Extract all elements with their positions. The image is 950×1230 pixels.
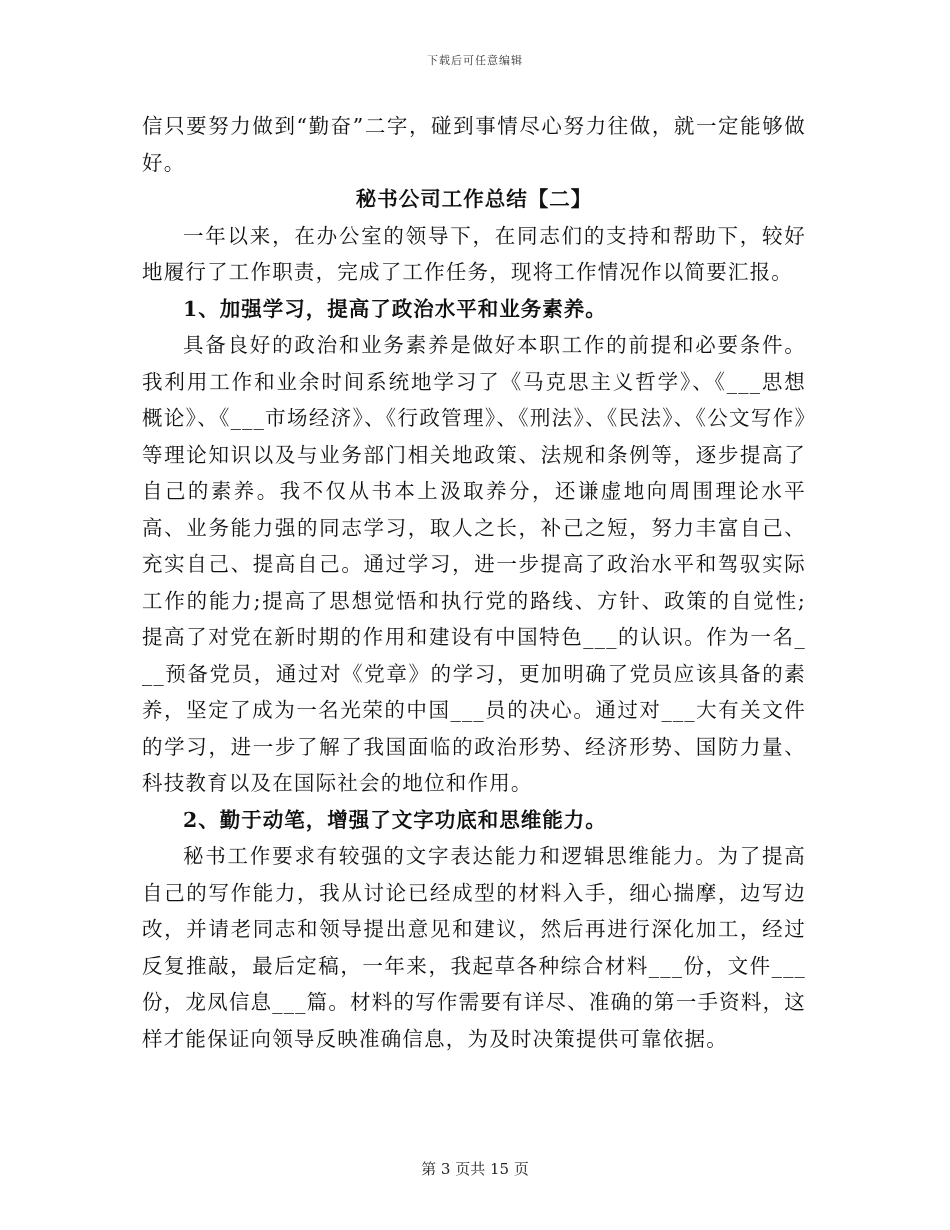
intro-continuation: 信只要努力做到“勤奋”二字，碰到事情尽心努力往做，就一定能够做好。: [142, 114, 806, 175]
document-body: [142, 108, 806, 1057]
point1-body: 具备良好的政治和业务素养是做好本职工作的前提和必要条件。我利用工作和业余时间系统地学习了《马克思主义哲学》、《___思想概论》、《___市场经济》、《行政管理》、《刑法》、《民法》、《公文写作》等理论知识以及与业务部门相关地政策、法规和条例等，逐步提高了自己的素养。我不仅从书本上汲取养分，还谦虚地向周围理论水平高、业务能力强的同志学习，取人之长，补己之短，努力丰富自己、充实自己、提高自己。通过学习，进一步提高了政治水平和驾驭实际工作的能力;提高了思想觉悟和执行党的路线、方针、政策的自觉性;提高了对党在新时期的作用和建设有中国特色___的认识。作为一名___预备党员，通过对《党章》的学习，更加明确了党员应该具备的素养，坚定了成为一名光荣的中国___员的决心。通过对___大有关文件的学习，进一步了解了我国面临的政治形势、经济形势、国防力量、科技教育以及在国际社会的地位和作用。: [142, 333, 806, 795]
section-title: 秘书公司工作总结【二】: [355, 187, 593, 211]
point2-body: 秘书工作要求有较强的文字表达能力和逻辑思维能力。为了提高自己的写作能力，我从讨论已经成型的材料入手，细心揣摩，边写边改，并请老同志和领导提出意见和建议，然后再进行深化加工，经过反复推敲，最后定稿，一年来，我起草各种综合材料___份，文件___份，龙凤信息___篇。材料的写作需要有详尽、准确的第一手资料，这样才能保证向领导反映准确信息，为及时决策提供可靠依据。: [142, 844, 806, 1051]
point2-heading: 2、勤于动笔，增强了文字功底和思维能力。: [183, 807, 607, 832]
download-note: 下载后可任意编辑: [427, 54, 523, 67]
opening-paragraph: 一年以来，在办公室的领导下，在同志们的支持和帮助下，较好地履行了工作职责，完成了工作任务，现将工作情况作以简要汇报。: [142, 223, 806, 284]
point1-heading: 1、加强学习，提高了政治水平和业务素养。: [183, 296, 607, 321]
page-indicator: 第 3 页共 15 页: [421, 1160, 529, 1178]
